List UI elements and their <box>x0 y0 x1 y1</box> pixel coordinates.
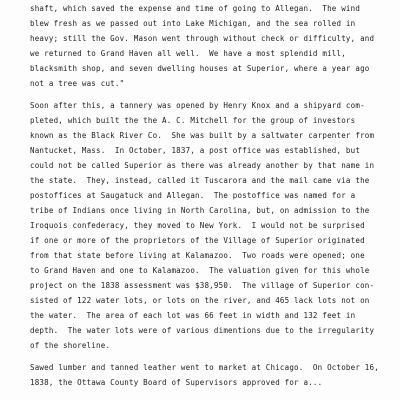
text-line: Iroquois confederacy, they moved to New York. I would not be surprised <box>30 221 365 230</box>
text-line: depth. The water lots were of various dimentions due to the irregularity <box>30 326 375 335</box>
text-line: to Grand Haven and one to Kalamazoo. The valuation given for this whole <box>30 266 370 275</box>
text-line: Sawed lumber and tanned leather went to market at Chicago. On October 16, <box>30 363 379 372</box>
text-line: Nantucket, Mass. In October, 1837, a post office was established, but <box>30 146 361 155</box>
text-line: we returned to Grand Haven all well. We have a most splendid mill, <box>30 49 346 58</box>
text-line: tribe of Indians once living in North Carolina, but, on admission to the <box>30 206 370 215</box>
text-line: 1838, the Ottawa County Board of Supervisors approved for a... <box>30 378 323 387</box>
text-line: blew fresh as we passed out into Lake Michigan, and the sea rolled in <box>30 19 356 28</box>
text-line: Soon after this, a tannery was opened by Henry Knox and a shipyard com- <box>30 101 365 110</box>
text-line: of the shoreline. <box>30 341 111 350</box>
text-line: heavy; still the Gov. Mason went through without check or difficulty, and <box>30 34 375 43</box>
text-line: from that state before living at Kalamazoo. Two roads were opened; one <box>30 251 365 260</box>
text-line: not a tree was cut." <box>30 79 125 88</box>
text-line: sisted of 122 water lots, or lots on the river, and 465 lack lots not on <box>30 296 370 305</box>
text-line: pleted, which built the the A. C. Mitchell for the group of investors <box>30 116 356 125</box>
text-line: if one or more of the proprietors of the Village of Superior originated <box>30 236 365 245</box>
text-line: the water. The area of each lot was 66 feet in width and 132 feet in <box>30 311 356 320</box>
text-line: the state. They, instead, called it Tuscarora and the mail came via the <box>30 176 370 185</box>
text-line: could not be called Superior as there was already another by that name in <box>30 161 375 170</box>
text-line: project on the 1838 assessment was $38,950. The village of Superior con- <box>30 281 375 290</box>
text-line: known as the Black River Co. She was built by a saltwater carpenter from <box>30 131 375 140</box>
text-line: postoffices at Saugatuck and Allegan. The postoffice was named for a <box>30 191 356 200</box>
text-line: shaft, which saved the expense and time of going to Allegan. The wind <box>30 4 361 13</box>
text-line: blacksmith shop, and seven dwelling houses at Superior, where a year ago <box>30 64 370 73</box>
